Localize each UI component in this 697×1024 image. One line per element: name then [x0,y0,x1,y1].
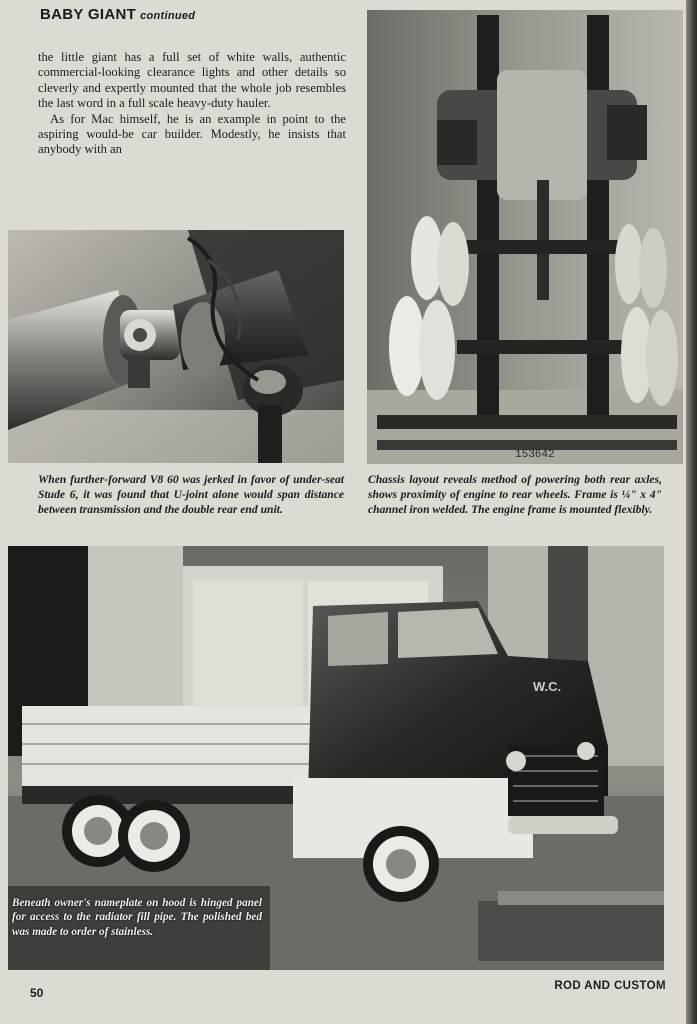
truck-caption: Beneath owner's nameplate on hood is hinged panel for access to the radiator fill pipe. The polished bed was made to order of stainless. [12,897,262,938]
header-title: BABY GIANT [40,6,137,23]
page-header [40,6,195,23]
chassis-tag: 153642 [515,449,555,461]
article-paragraph: the little giant has a full set of white walls, authentic commercial-looking clearance lights and other details so cleverly and expertly mounted that the whole job resembles the last word in a full scale heavy-duty hauler. [38,50,346,111]
hood-nameplate: W.C. [533,679,562,694]
magazine-name: ROD AND CUSTOM [554,980,666,992]
ujoint-photo [8,230,344,463]
page-number: 50 [30,986,44,1000]
page-edge [686,0,697,1024]
ujoint-caption: When further-forward V8 60 was jerked in favor of under-seat Stude 6, it was found that U-joint alone would span distance between transmission and the double rear end unit. [38,473,344,517]
article-paragraph: As for Mac himself, he is an example in point to the aspiring would-be car builder. Modestly, he insists that anybody with an [38,111,346,157]
chassis-photo [367,10,683,464]
header-continued: continued [140,10,196,22]
article-body [38,50,346,158]
chassis-caption: Chassis layout reveals method of powering both rear axles, shows proximity of engine to rear wheels. Frame is ¼" x 4" channel iron welded. The engine frame is mounted flexibly. [368,473,662,517]
